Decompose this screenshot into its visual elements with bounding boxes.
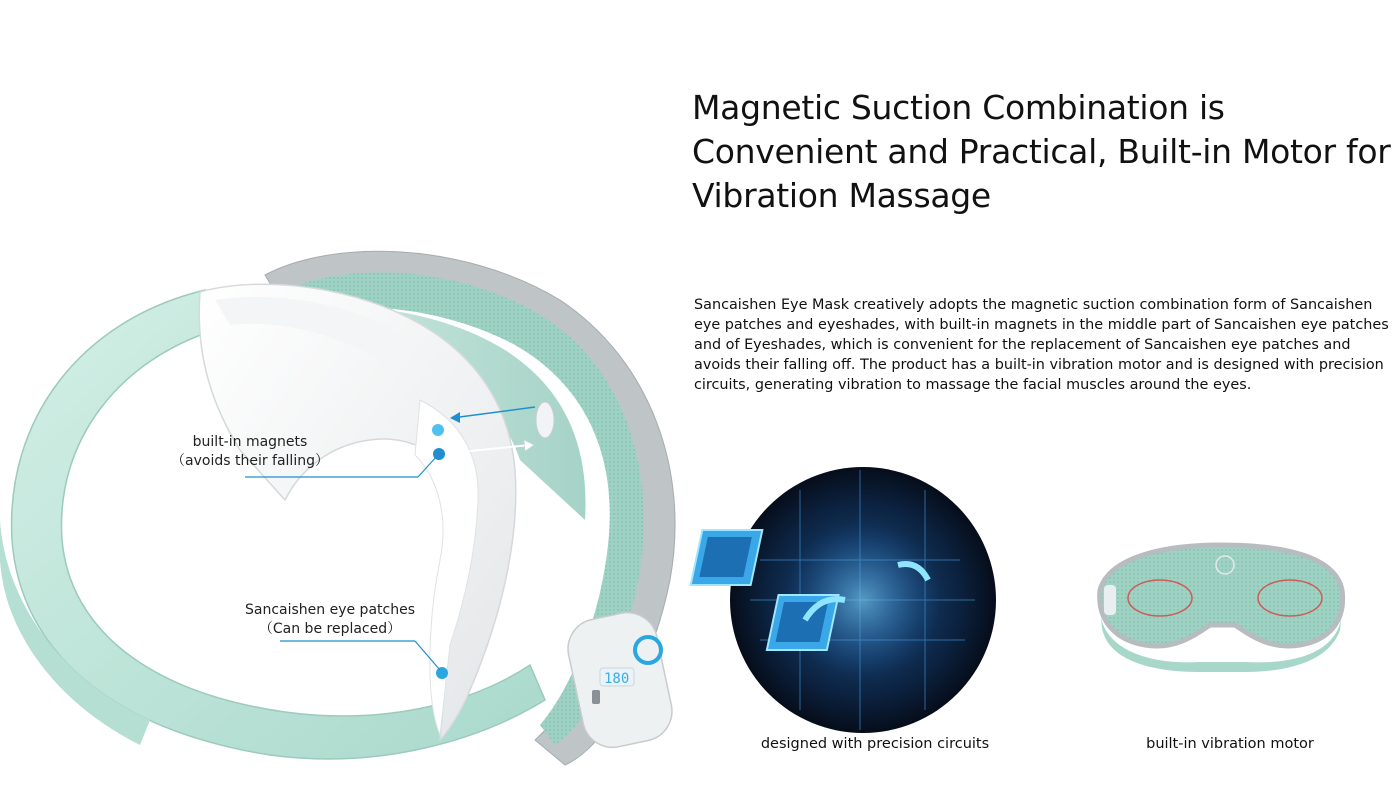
product-description: Sancaishen Eye Mask creatively adopts the magnetic suction combination form of Sancaishen eye patches and eyeshades, with built-in magnets in the middle part of Sancaishen eye patches and of Eyeshades, which is convenient for the replacement of Sancaishen eye patches and avoids their falling off. The product has a built-in vibration motor and is designed with precision circuits, generating vibration to massage the facial muscles around the eyes.	[694, 297, 1389, 393]
vibration-motor-image	[1100, 545, 1343, 672]
callout-patches-title: Sancaishen eye patches	[244, 602, 415, 618]
device-display-readout: 180	[604, 671, 630, 687]
callout-magnets	[170, 433, 330, 471]
page-title: Magnetic Suction Combination is Convenient and Practical, Built-in Motor for Vibration Massage	[692, 88, 1391, 215]
caption-circuits: designed with precision circuits	[760, 736, 990, 752]
magnet-point-upper	[432, 424, 444, 436]
patch-marker	[436, 667, 448, 679]
shell-magnet	[536, 402, 554, 438]
callout-patches-note: （Can be replaced）	[258, 621, 402, 637]
callout-magnets-note: （avoids their falling）	[171, 453, 329, 469]
circuit-image	[691, 467, 996, 733]
callout-patches	[240, 601, 420, 639]
caption-motor: built-in vibration motor	[1146, 736, 1314, 752]
callout-magnets-title: built-in magnets	[192, 434, 308, 450]
